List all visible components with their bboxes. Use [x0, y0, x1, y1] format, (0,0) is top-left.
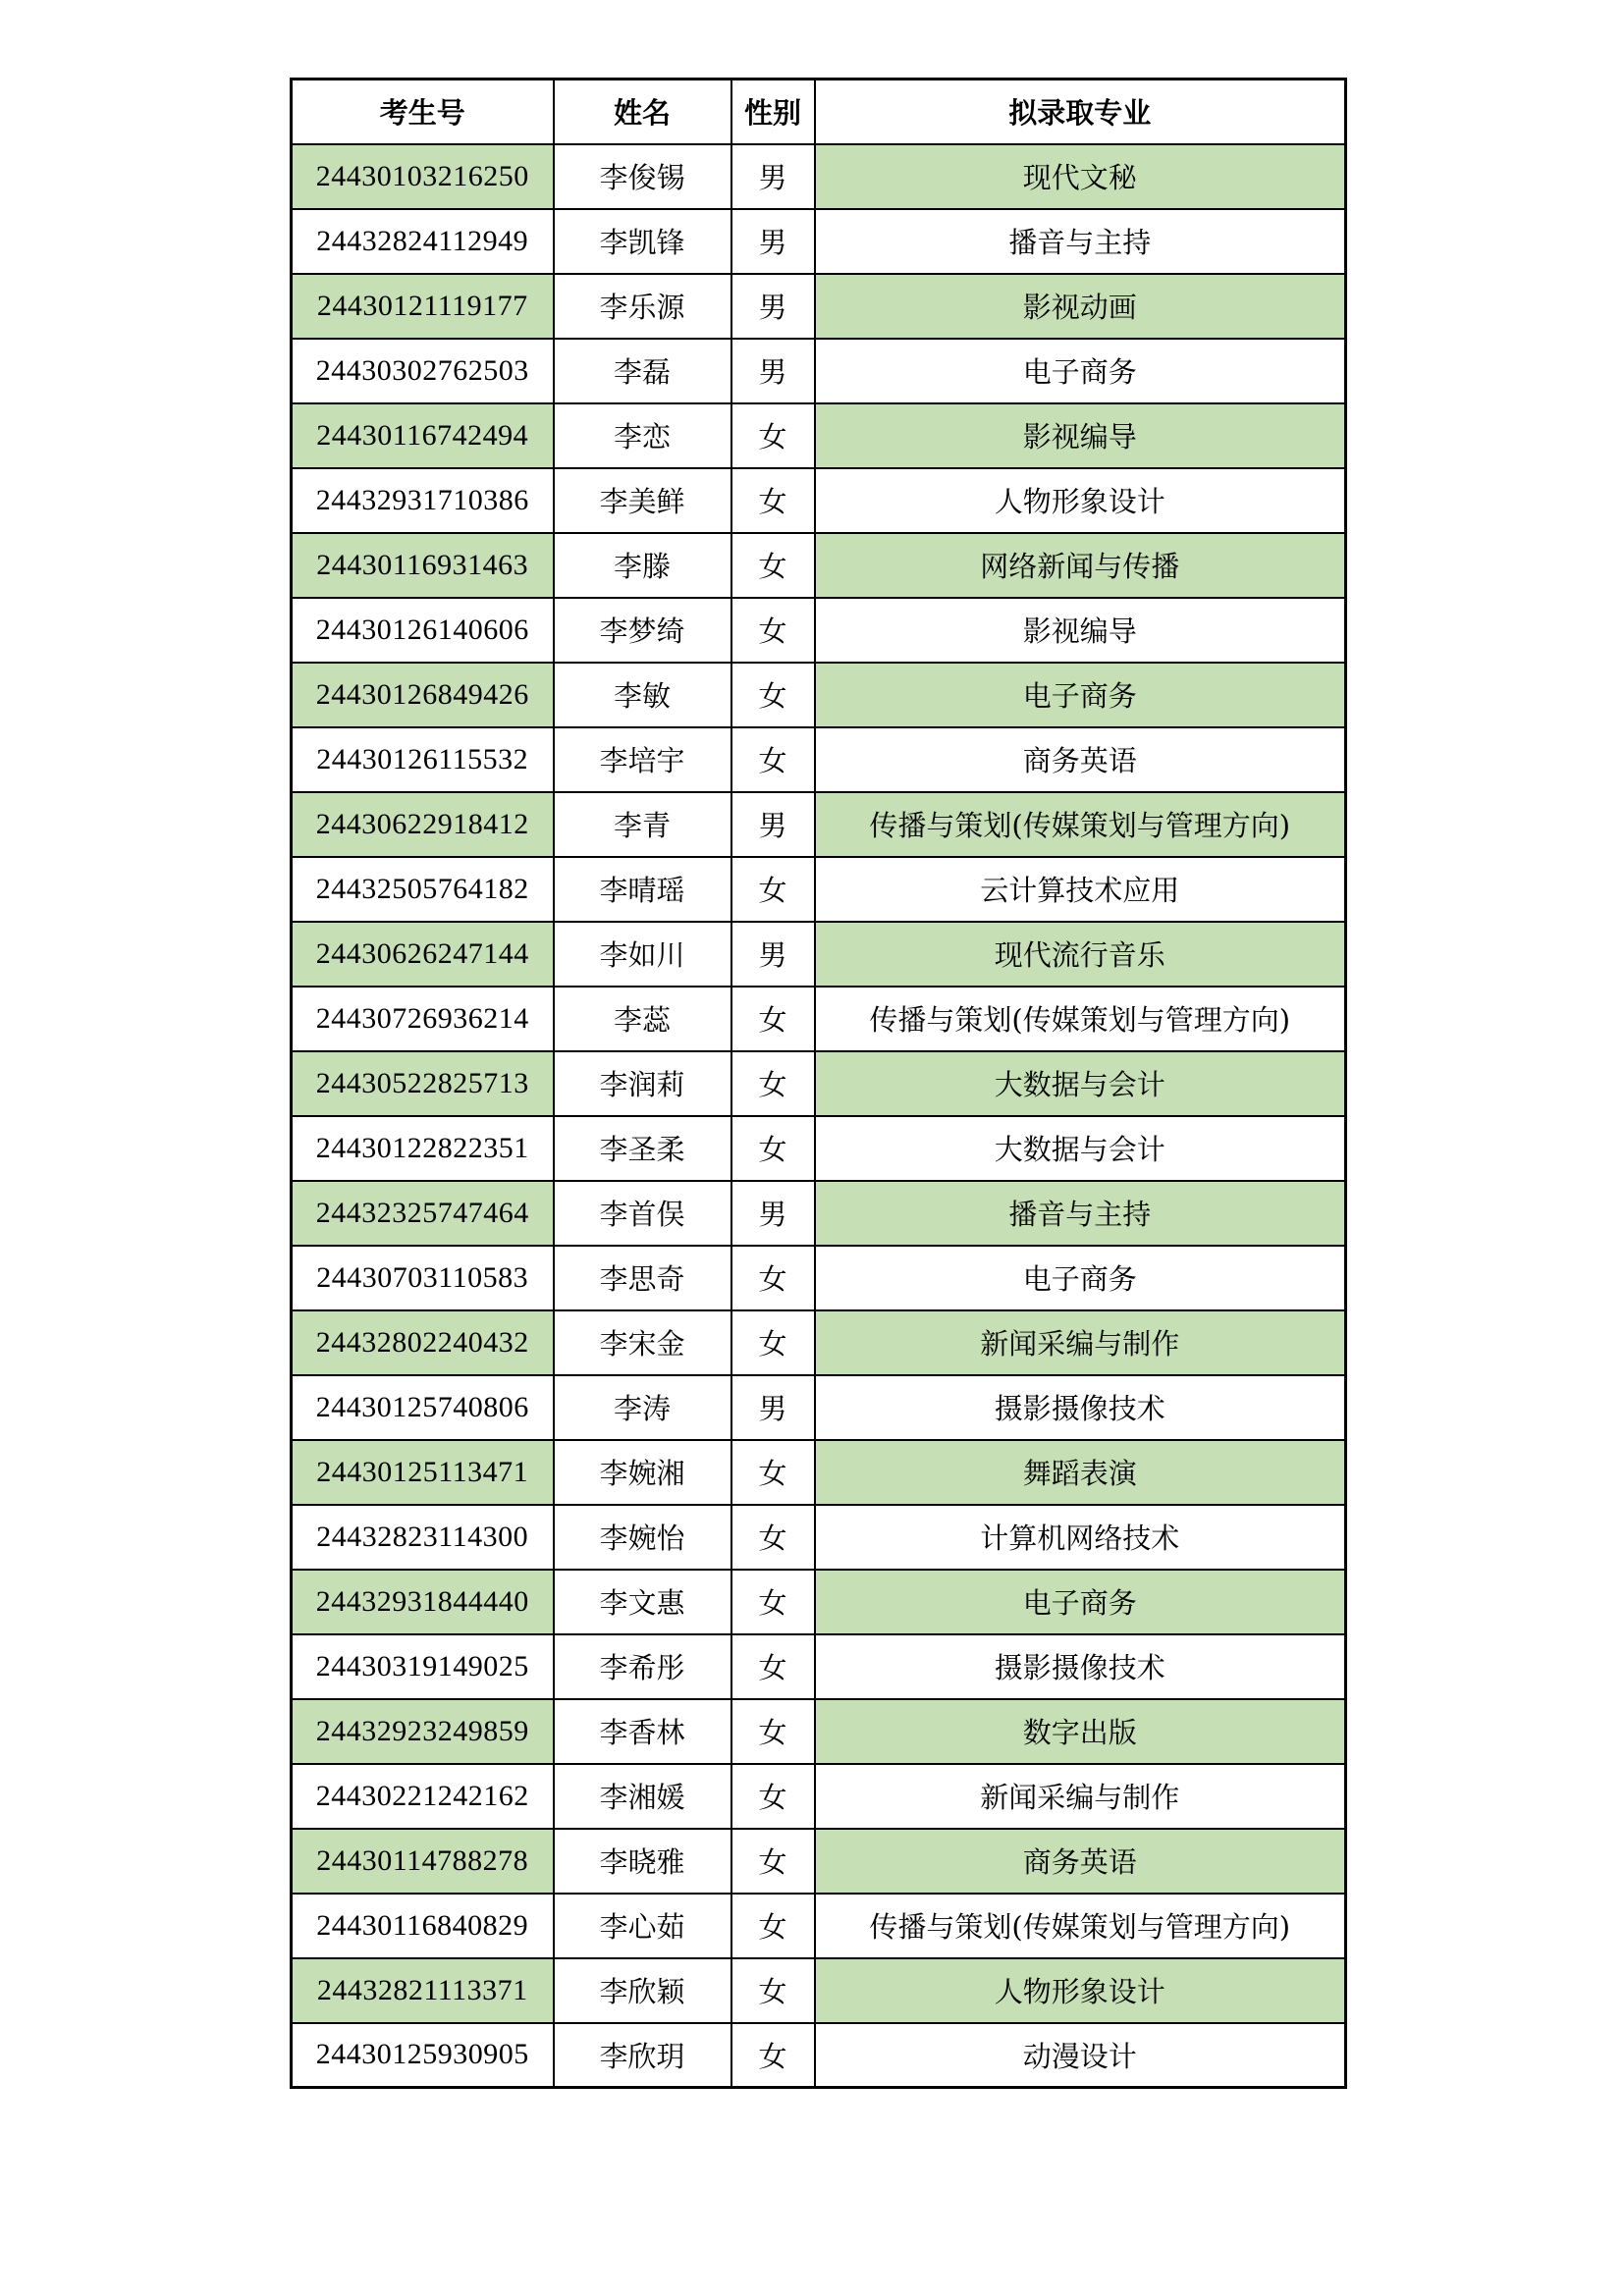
gender-cell: 女 [731, 1829, 815, 1894]
major-cell: 商务英语 [815, 1829, 1346, 1894]
exam-number-cell: 24430103216250 [292, 144, 554, 209]
major-cell: 新闻采编与制作 [815, 1764, 1346, 1829]
student-name-cell: 李滕 [554, 533, 731, 598]
major-cell: 影视编导 [815, 403, 1346, 468]
major-cell: 影视编导 [815, 598, 1346, 663]
table-row [292, 403, 1346, 468]
table-row [292, 987, 1346, 1051]
table-row [292, 792, 1346, 857]
exam-number-cell: 24430126849426 [292, 663, 554, 727]
table-row [292, 922, 1346, 987]
exam-number-cell: 24430703110583 [292, 1246, 554, 1310]
table-header [292, 80, 1346, 144]
table-body [292, 144, 1346, 2088]
exam-number-cell: 24430114788278 [292, 1829, 554, 1894]
admission-table [290, 78, 1347, 2089]
major-cell: 摄影摄像技术 [815, 1375, 1346, 1440]
table-row [292, 274, 1346, 339]
exam-number-cell: 24430116742494 [292, 403, 554, 468]
student-name-cell: 李文惠 [554, 1570, 731, 1634]
student-name-cell: 李婉湘 [554, 1440, 731, 1505]
gender-cell: 男 [731, 274, 815, 339]
major-cell: 传播与策划(传媒策划与管理方向) [815, 987, 1346, 1051]
major-cell: 人物形象设计 [815, 1958, 1346, 2023]
student-name-cell: 李美鲜 [554, 468, 731, 533]
header-name: 姓名 [554, 80, 731, 144]
exam-number-cell: 24432923249859 [292, 1699, 554, 1764]
major-cell: 摄影摄像技术 [815, 1634, 1346, 1699]
exam-number-cell: 24432931710386 [292, 468, 554, 533]
table-row [292, 1570, 1346, 1634]
student-name-cell: 李俊锡 [554, 144, 731, 209]
exam-number-cell: 24430126115532 [292, 727, 554, 792]
student-name-cell: 李晓雅 [554, 1829, 731, 1894]
major-cell: 播音与主持 [815, 209, 1346, 274]
table-row [292, 468, 1346, 533]
major-cell: 大数据与会计 [815, 1116, 1346, 1181]
major-cell: 商务英语 [815, 727, 1346, 792]
student-name-cell: 李磊 [554, 339, 731, 403]
gender-cell: 女 [731, 468, 815, 533]
gender-cell: 男 [731, 339, 815, 403]
gender-cell: 女 [731, 1570, 815, 1634]
table-row [292, 1829, 1346, 1894]
student-name-cell: 李润莉 [554, 1051, 731, 1116]
student-name-cell: 李涛 [554, 1375, 731, 1440]
exam-number-cell: 24432931844440 [292, 1570, 554, 1634]
gender-cell: 女 [731, 727, 815, 792]
table-row [292, 533, 1346, 598]
major-cell: 舞蹈表演 [815, 1440, 1346, 1505]
major-cell: 网络新闻与传播 [815, 533, 1346, 598]
table-row [292, 1634, 1346, 1699]
major-cell: 传播与策划(传媒策划与管理方向) [815, 792, 1346, 857]
table-row [292, 1894, 1346, 1958]
table-row [292, 339, 1346, 403]
student-name-cell: 李梦绮 [554, 598, 731, 663]
table-row [292, 1246, 1346, 1310]
student-name-cell: 李晴瑶 [554, 857, 731, 922]
student-name-cell: 李希彤 [554, 1634, 731, 1699]
student-name-cell: 李凯锋 [554, 209, 731, 274]
gender-cell: 女 [731, 1440, 815, 1505]
table-row [292, 727, 1346, 792]
gender-cell: 女 [731, 598, 815, 663]
major-cell: 新闻采编与制作 [815, 1310, 1346, 1375]
gender-cell: 女 [731, 403, 815, 468]
exam-number-cell: 24432821113371 [292, 1958, 554, 2023]
student-name-cell: 李宋金 [554, 1310, 731, 1375]
exam-number-cell: 24432824112949 [292, 209, 554, 274]
table-row [292, 663, 1346, 727]
student-name-cell: 李婉怡 [554, 1505, 731, 1570]
student-name-cell: 李如川 [554, 922, 731, 987]
table-row [292, 1505, 1346, 1570]
exam-number-cell: 24432505764182 [292, 857, 554, 922]
gender-cell: 女 [731, 1051, 815, 1116]
table-row [292, 1116, 1346, 1181]
exam-number-cell: 24430726936214 [292, 987, 554, 1051]
student-name-cell: 李湘媛 [554, 1764, 731, 1829]
header-exam-number: 考生号 [292, 80, 554, 144]
header-major: 拟录取专业 [815, 80, 1346, 144]
exam-number-cell: 24430125930905 [292, 2023, 554, 2088]
gender-cell: 女 [731, 1958, 815, 2023]
table-row [292, 209, 1346, 274]
gender-cell: 男 [731, 209, 815, 274]
exam-number-cell: 24432325747464 [292, 1181, 554, 1246]
exam-number-cell: 24430522825713 [292, 1051, 554, 1116]
exam-number-cell: 24430122822351 [292, 1116, 554, 1181]
student-name-cell: 李圣柔 [554, 1116, 731, 1181]
student-name-cell: 李思奇 [554, 1246, 731, 1310]
table-row [292, 1440, 1346, 1505]
table-row [292, 1310, 1346, 1375]
major-cell: 传播与策划(传媒策划与管理方向) [815, 1894, 1346, 1958]
gender-cell: 女 [731, 1894, 815, 1958]
student-name-cell: 李青 [554, 792, 731, 857]
gender-cell: 男 [731, 144, 815, 209]
exam-number-cell: 24430319149025 [292, 1634, 554, 1699]
table-row [292, 1051, 1346, 1116]
table-row [292, 144, 1346, 209]
student-name-cell: 李首俣 [554, 1181, 731, 1246]
major-cell: 动漫设计 [815, 2023, 1346, 2088]
table-row [292, 2023, 1346, 2088]
gender-cell: 女 [731, 1116, 815, 1181]
gender-cell: 男 [731, 922, 815, 987]
major-cell: 现代文秘 [815, 144, 1346, 209]
exam-number-cell: 24430121119177 [292, 274, 554, 339]
major-cell: 人物形象设计 [815, 468, 1346, 533]
table-row [292, 598, 1346, 663]
table-row [292, 1181, 1346, 1246]
exam-number-cell: 24430302762503 [292, 339, 554, 403]
student-name-cell: 李香林 [554, 1699, 731, 1764]
table-row [292, 857, 1346, 922]
exam-number-cell: 24430622918412 [292, 792, 554, 857]
table-row [292, 1375, 1346, 1440]
exam-number-cell: 24430626247144 [292, 922, 554, 987]
gender-cell: 女 [731, 1634, 815, 1699]
header-gender: 性别 [731, 80, 815, 144]
exam-number-cell: 24432802240432 [292, 1310, 554, 1375]
gender-cell: 女 [731, 533, 815, 598]
gender-cell: 女 [731, 857, 815, 922]
student-name-cell: 李培宇 [554, 727, 731, 792]
exam-number-cell: 24430116931463 [292, 533, 554, 598]
major-cell: 计算机网络技术 [815, 1505, 1346, 1570]
exam-number-cell: 24430125113471 [292, 1440, 554, 1505]
exam-number-cell: 24430116840829 [292, 1894, 554, 1958]
major-cell: 电子商务 [815, 663, 1346, 727]
student-name-cell: 李欣玥 [554, 2023, 731, 2088]
table-row [292, 1699, 1346, 1764]
major-cell: 数字出版 [815, 1699, 1346, 1764]
major-cell: 现代流行音乐 [815, 922, 1346, 987]
student-name-cell: 李乐源 [554, 274, 731, 339]
table-row [292, 1764, 1346, 1829]
exam-number-cell: 24432823114300 [292, 1505, 554, 1570]
major-cell: 电子商务 [815, 1570, 1346, 1634]
major-cell: 云计算技术应用 [815, 857, 1346, 922]
major-cell: 电子商务 [815, 339, 1346, 403]
student-name-cell: 李欣颖 [554, 1958, 731, 2023]
gender-cell: 男 [731, 792, 815, 857]
student-name-cell: 李恋 [554, 403, 731, 468]
table-row [292, 1958, 1346, 2023]
student-name-cell: 李心茹 [554, 1894, 731, 1958]
gender-cell: 女 [731, 1699, 815, 1764]
major-cell: 电子商务 [815, 1246, 1346, 1310]
gender-cell: 女 [731, 2023, 815, 2088]
gender-cell: 女 [731, 1246, 815, 1310]
gender-cell: 女 [731, 1310, 815, 1375]
gender-cell: 女 [731, 987, 815, 1051]
gender-cell: 男 [731, 1375, 815, 1440]
header-row [292, 80, 1346, 144]
gender-cell: 女 [731, 663, 815, 727]
exam-number-cell: 24430125740806 [292, 1375, 554, 1440]
gender-cell: 男 [731, 1181, 815, 1246]
major-cell: 播音与主持 [815, 1181, 1346, 1246]
student-name-cell: 李蕊 [554, 987, 731, 1051]
exam-number-cell: 24430126140606 [292, 598, 554, 663]
major-cell: 大数据与会计 [815, 1051, 1346, 1116]
gender-cell: 女 [731, 1764, 815, 1829]
exam-number-cell: 24430221242162 [292, 1764, 554, 1829]
gender-cell: 女 [731, 1505, 815, 1570]
major-cell: 影视动画 [815, 274, 1346, 339]
student-name-cell: 李敏 [554, 663, 731, 727]
